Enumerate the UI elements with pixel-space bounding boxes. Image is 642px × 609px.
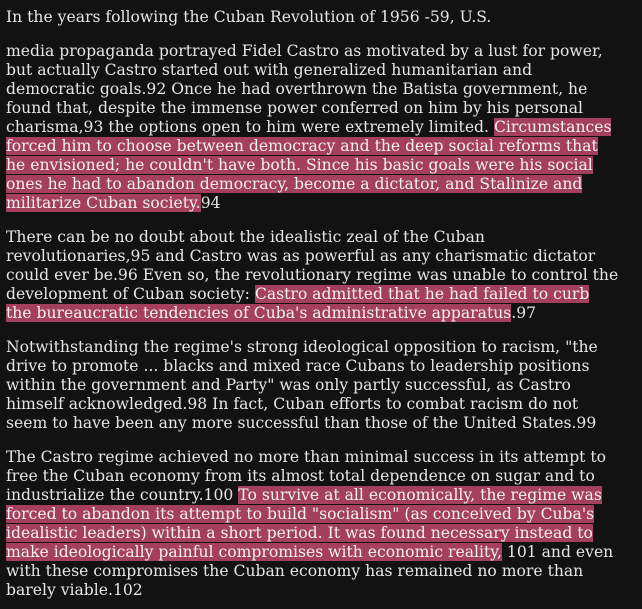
- text-line: [6, 228, 638, 247]
- body-text: drive to promote ... blacks and mixed race Cubans to leadership positions: [6, 357, 590, 375]
- text-line: [6, 448, 638, 467]
- highlighted-text[interactable]: militarize Cuban society.: [6, 194, 201, 212]
- highlighted-text[interactable]: Castro admitted that he had failed to curb: [254, 285, 590, 303]
- text-line: [6, 524, 638, 543]
- text-line: [6, 80, 638, 99]
- body-text: with these compromises the Cuban economy has remained no more than: [6, 562, 584, 580]
- highlighted-text[interactable]: make ideologically painful compromises with economic reality,: [6, 543, 502, 561]
- body-text: found that, despite the immense power conferred on him by his personal: [6, 99, 583, 117]
- paragraph-gap: [6, 433, 638, 448]
- paragraph: [6, 338, 638, 433]
- text-line: [6, 543, 638, 562]
- paragraph: [6, 8, 638, 27]
- body-text: barely viable.102: [6, 581, 143, 599]
- body-text: development of Cuban society:: [6, 285, 255, 303]
- body-text: Notwithstanding the regime's strong ideological opposition to racism, "the: [6, 338, 598, 356]
- paragraph-gap: [6, 213, 638, 228]
- text-line: [6, 486, 638, 505]
- body-text: could ever be.96 Even so, the revolutionary regime was unable to control the: [6, 266, 619, 284]
- text-line: [6, 376, 638, 395]
- text-line: [6, 61, 638, 80]
- paragraph-gap: [6, 323, 638, 338]
- highlighted-text[interactable]: idealistic leaders) within a short period. It was found necessary instead to: [6, 524, 593, 542]
- text-line: [6, 357, 638, 376]
- text-line: [6, 338, 638, 357]
- text-line: [6, 581, 638, 600]
- text-line: [6, 118, 638, 137]
- body-text: charisma,93 the options open to him were extremely limited.: [6, 118, 494, 136]
- body-text: .97: [511, 304, 537, 322]
- text-line: [6, 285, 638, 304]
- body-text: industrialize the country.100: [6, 486, 239, 504]
- text-line: [6, 562, 638, 581]
- highlighted-text[interactable]: ones he had to abandon democracy, become a dictator, and Stalinize and: [6, 175, 583, 193]
- body-text: himself acknowledged.98 In fact, Cuban efforts to combat racism do not: [6, 395, 579, 413]
- body-text: media propaganda portrayed Fidel Castro as motivated by a lust for power,: [6, 42, 603, 60]
- text-line: [6, 137, 638, 156]
- text-line: [6, 304, 638, 323]
- highlighted-text[interactable]: Circumstances: [493, 118, 612, 136]
- text-line: [6, 266, 638, 285]
- highlighted-text[interactable]: the bureaucratic tendencies of Cuba's administrative apparatus: [6, 304, 512, 322]
- text-line: [6, 99, 638, 118]
- text-line: [6, 505, 638, 524]
- paragraph: [6, 448, 638, 600]
- body-text: within the government and Party" was only partly successful, as Castro: [6, 376, 571, 394]
- body-text: revolutionaries,95 and Castro was as powerful as any charismatic dictator: [6, 247, 596, 265]
- text-line: [6, 8, 638, 27]
- body-text: 94: [200, 194, 221, 212]
- text-line: [6, 156, 638, 175]
- body-text: democratic goals.92 Once he had overthrown the Batista government, he: [6, 80, 588, 98]
- body-text: but actually Castro started out with generalized humanitarian and: [6, 61, 533, 79]
- body-text: free the Cuban economy from its almost total dependence on sugar and to: [6, 467, 595, 485]
- highlighted-text[interactable]: he envisioned; he couldn't have both. Since his basic goals were his social: [6, 156, 593, 174]
- body-text: In the years following the Cuban Revolution of 1956 -59, U.S.: [6, 8, 492, 26]
- text-line: [6, 42, 638, 61]
- paragraph: [6, 42, 638, 213]
- highlighted-text[interactable]: To survive at all economically, the regime was: [238, 486, 602, 504]
- document-body: [6, 8, 638, 600]
- body-text: The Castro regime achieved no more than minimal success in its attempt to: [6, 448, 607, 466]
- body-text: There can be no doubt about the idealistic zeal of the Cuban: [6, 228, 485, 246]
- highlighted-text[interactable]: forced him to choose between democracy and the deep social reforms that: [6, 137, 598, 155]
- text-line: [6, 467, 638, 486]
- body-text: 101 and even: [501, 543, 614, 561]
- text-line: [6, 194, 638, 213]
- highlighted-text[interactable]: forced to abandon its attempt to build "socialism" (as conceived by Cuba's: [6, 505, 595, 523]
- text-line: [6, 395, 638, 414]
- text-line: [6, 175, 638, 194]
- paragraph-gap: [6, 27, 638, 42]
- text-line: [6, 247, 638, 266]
- body-text: seem to have been any more successful than those of the United States.99: [6, 414, 597, 432]
- paragraph: [6, 228, 638, 323]
- text-line: [6, 414, 638, 433]
